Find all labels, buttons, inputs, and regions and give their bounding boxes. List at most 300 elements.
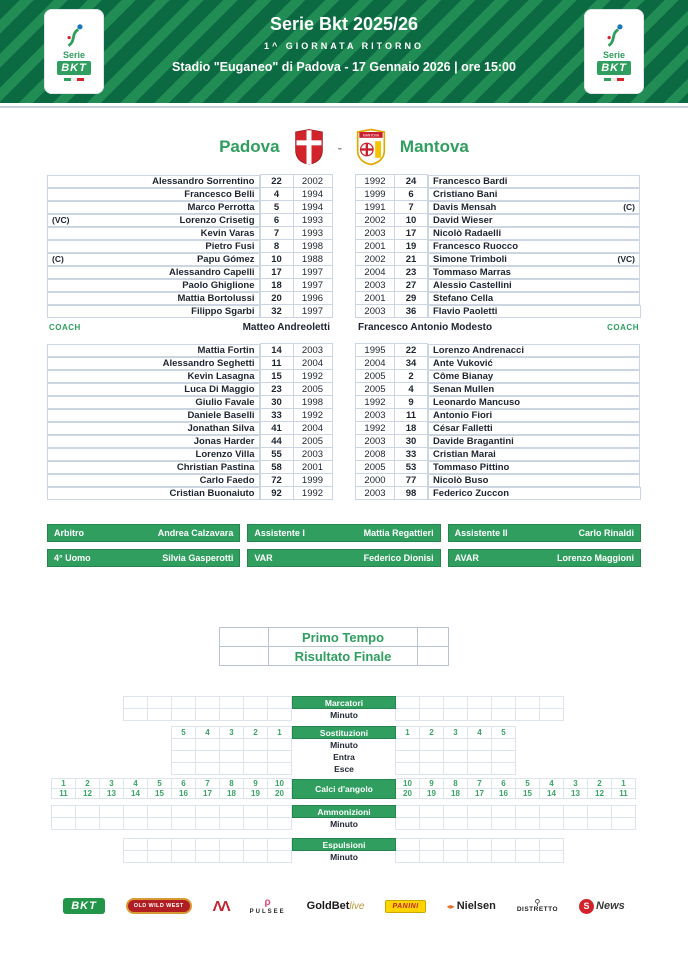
- corner-count-cell: 13: [563, 788, 588, 799]
- birth-year: 1992: [356, 396, 395, 409]
- nielsen-logo: ◂▸ Nielsen: [446, 900, 496, 912]
- corner-count-cell: 16: [491, 788, 516, 799]
- birth-year: 1999: [356, 188, 395, 201]
- empty-cell: [418, 647, 449, 666]
- player-name: Tommaso Pittino: [433, 461, 510, 473]
- subs-out-cells-away: [396, 762, 516, 775]
- competition-title: Serie Bkt 2025/26: [269, 14, 419, 34]
- shirt-number: 6: [395, 188, 428, 201]
- official-role: 4° Uomo: [54, 553, 91, 563]
- birth-year: 2005: [293, 435, 332, 448]
- birth-year: 2002: [293, 175, 332, 188]
- player-name: Nicolò Buso: [433, 474, 489, 486]
- birth-year: 1991: [356, 201, 395, 214]
- table-row: [356, 279, 641, 292]
- shirt-number: 17: [260, 266, 293, 279]
- shirt-number: 23: [395, 266, 428, 279]
- corner-count-cell: 3: [563, 778, 588, 789]
- player-name: Ante Vuković: [433, 357, 493, 369]
- birth-year: 1988: [293, 253, 332, 266]
- final-result-label: Risultato Finale: [269, 647, 418, 666]
- player-name: Marco Perrotta: [187, 201, 255, 213]
- svg-text:MANTOVA: MANTOVA: [362, 133, 379, 138]
- player-name: Federico Zuccon: [433, 487, 510, 499]
- corners-away-grid: [396, 779, 636, 799]
- birth-year: 2001: [356, 240, 395, 253]
- table-row: [47, 227, 332, 240]
- player-name: Nicolò Radaelli: [433, 227, 502, 239]
- captain-mark: (C): [52, 254, 64, 264]
- bookings-header: Ammonizioni: [292, 805, 396, 818]
- corner-count-cell: 2: [587, 778, 612, 789]
- starters-section: [0, 174, 688, 318]
- shirt-number: 41: [260, 422, 293, 435]
- player-name: Paolo Ghiglione: [182, 279, 255, 291]
- table-row: [47, 461, 332, 474]
- sub-index-cell: 2: [419, 726, 444, 739]
- player-name: Mattia Fortin: [197, 344, 255, 356]
- corner-count-cell: 20: [267, 788, 292, 799]
- corners-header: Calci d'angolo: [292, 779, 396, 799]
- shirt-number: 77: [395, 474, 428, 487]
- player-name: Lorenzo Andrenacci: [433, 344, 524, 356]
- table-row: [356, 240, 641, 253]
- minute-label: Minuto: [330, 818, 358, 829]
- player-name: Flavio Paoletti: [433, 305, 498, 317]
- logo-bkt-text: BKT: [57, 61, 91, 75]
- home-bench-table: [47, 343, 333, 500]
- corner-count-cell: 5: [147, 778, 172, 789]
- official-bar: [448, 549, 641, 567]
- official-role: Arbitro: [54, 528, 84, 538]
- birth-year: 1992: [293, 370, 332, 383]
- shirt-number: 30: [395, 435, 428, 448]
- shirt-number: 7: [260, 227, 293, 240]
- bench-section: [0, 343, 688, 500]
- s-news-logo: S News: [579, 899, 625, 914]
- player-name: Senan Mullen: [433, 383, 495, 395]
- player-name: Francesco Bardi: [433, 175, 508, 187]
- player-name: Mattia Bortolussi: [177, 292, 255, 304]
- official-name: Mattia Regattieri: [363, 528, 434, 538]
- table-row: [356, 344, 641, 357]
- table-row: [356, 409, 641, 422]
- corners-home-grid: [52, 779, 292, 799]
- sub-index-cell: 4: [195, 726, 220, 739]
- sending-offs-block: [0, 838, 688, 863]
- player-name: Tommaso Marras: [433, 266, 511, 278]
- player-name: Alessio Castellini: [433, 279, 512, 291]
- corner-count-cell: 11: [51, 788, 76, 799]
- pulsee-mark-icon: ρ: [264, 897, 271, 908]
- birth-year: 2003: [293, 344, 332, 357]
- home-coach: [47, 322, 332, 333]
- birth-year: 2000: [356, 474, 395, 487]
- corner-count-cell: 11: [611, 788, 636, 799]
- official-bar: [247, 549, 440, 567]
- scorers-block: [0, 696, 688, 721]
- corner-count-cell: 13: [99, 788, 124, 799]
- player-name: Alessandro Seghetti: [162, 357, 255, 369]
- shirt-number: 21: [395, 253, 428, 266]
- substitutions-header: Sostituzioni: [292, 726, 396, 739]
- scorers-minute-cells-home: [124, 708, 292, 721]
- table-row: [356, 461, 641, 474]
- player-in-label: Entra: [333, 751, 355, 762]
- match-officials: [0, 524, 688, 567]
- final-score-cell: [220, 647, 269, 666]
- birth-year: 2004: [293, 422, 332, 435]
- sub-index-cell: 3: [219, 726, 244, 739]
- player-name: Carlo Faedo: [199, 474, 255, 486]
- captain-mark: (C): [623, 202, 635, 212]
- table-row: [47, 409, 332, 422]
- player-out-label: Esce: [334, 763, 354, 774]
- corner-count-cell: 20: [395, 788, 420, 799]
- shirt-number: 10: [395, 214, 428, 227]
- player-name: Daniele Baselli: [187, 409, 255, 421]
- table-row: [47, 188, 332, 201]
- table-row: [47, 370, 332, 383]
- corner-count-cell: 14: [123, 788, 148, 799]
- player-name: Christian Pastina: [176, 461, 255, 473]
- birth-year: 2001: [356, 292, 395, 305]
- corner-count-cell: 9: [243, 778, 268, 789]
- table-row: [356, 227, 641, 240]
- official-name: Lorenzo Maggioni: [556, 553, 634, 563]
- official-name: Silvia Gasperotti: [162, 553, 234, 563]
- player-name: Jonas Harder: [193, 435, 255, 447]
- shirt-number: 20: [260, 292, 293, 305]
- panini-logo: PANINI: [385, 900, 425, 913]
- corner-count-cell: 19: [419, 788, 444, 799]
- sponsor-footer: [0, 897, 688, 915]
- birth-year: 2008: [356, 448, 395, 461]
- corner-count-cell: 5: [515, 778, 540, 789]
- teams-separator: -: [337, 139, 342, 155]
- table-row: [47, 474, 332, 487]
- birth-year: 2005: [356, 461, 395, 474]
- minute-label: Minuto: [330, 851, 358, 862]
- official-name: Andrea Calzavara: [157, 528, 234, 538]
- shirt-number: 33: [260, 409, 293, 422]
- player-name: Davide Bragantini: [433, 435, 514, 447]
- sub-index-cell: 4: [467, 726, 492, 739]
- s-news-circle-icon: S: [579, 899, 594, 914]
- player-name: Antonio Fiori: [433, 409, 493, 421]
- player-name: Davis Mensah: [433, 201, 497, 213]
- table-row: [356, 435, 641, 448]
- table-row: [47, 214, 332, 227]
- birth-year: 2005: [356, 370, 395, 383]
- home-starters-table: [47, 174, 333, 318]
- corner-count-cell: 17: [195, 788, 220, 799]
- corner-count-cell: 1: [51, 778, 76, 789]
- player-name: Simone Trimboli: [433, 253, 507, 265]
- sub-index-cell: 5: [171, 726, 196, 739]
- table-row: [47, 344, 332, 357]
- table-row: [356, 266, 641, 279]
- scorers-minute-cells-away: [396, 708, 564, 721]
- birth-year: 1995: [356, 344, 395, 357]
- player-name: Filippo Sgarbi: [191, 305, 255, 317]
- coach-label: COACH: [607, 323, 639, 332]
- birth-year: 2003: [356, 435, 395, 448]
- corner-count-cell: 18: [443, 788, 468, 799]
- italy-flag-icon: [604, 78, 624, 81]
- minute-label: Minuto: [330, 709, 358, 720]
- corner-count-cell: 10: [267, 778, 292, 789]
- player-name: Giulio Favale: [195, 396, 255, 408]
- birth-year: 2003: [356, 409, 395, 422]
- player-name: Stefano Cella: [433, 292, 494, 304]
- kappa-logo-icon: ΛΛ: [212, 897, 229, 915]
- shirt-number: 92: [260, 487, 293, 500]
- table-row: [356, 474, 641, 487]
- coaches-row: [0, 318, 688, 337]
- player-name: Alessandro Sorrentino: [152, 175, 255, 187]
- corner-count-cell: 12: [587, 788, 612, 799]
- birth-year: 1996: [293, 292, 332, 305]
- player-name: Cristiano Bani: [433, 188, 498, 200]
- corner-count-cell: 4: [123, 778, 148, 789]
- birth-year: 2003: [356, 487, 395, 500]
- teams-row: [0, 126, 688, 168]
- birth-year: 2005: [356, 383, 395, 396]
- corner-count-cell: 12: [75, 788, 100, 799]
- mantova-crest-icon: [356, 128, 386, 166]
- player-name: Kevin Varas: [200, 227, 255, 239]
- player-name: Papu Gómez: [196, 253, 255, 265]
- player-name: Alessandro Capelli: [168, 266, 255, 278]
- table-row: [356, 305, 641, 318]
- table-row: [356, 292, 641, 305]
- serie-bkt-player-icon: [601, 23, 627, 49]
- corner-count-cell: 16: [171, 788, 196, 799]
- shirt-number: 18: [260, 279, 293, 292]
- player-name: Kevin Lasagna: [187, 370, 255, 382]
- shirt-number: 7: [395, 201, 428, 214]
- player-name: Cristian Buonaiuto: [169, 487, 255, 499]
- corner-count-cell: 2: [75, 778, 100, 789]
- stats-section: [0, 696, 688, 863]
- birth-year: 1993: [293, 227, 332, 240]
- birth-year: 1994: [293, 201, 332, 214]
- shirt-number: 32: [260, 305, 293, 318]
- table-row: [47, 448, 332, 461]
- player-name: Leonardo Mancuso: [433, 396, 521, 408]
- shirt-number: 2: [395, 370, 428, 383]
- shirt-number: 6: [260, 214, 293, 227]
- birth-year: 2004: [356, 357, 395, 370]
- shirt-number: 11: [395, 409, 428, 422]
- pulsee-logo: ρ PULSEE: [249, 897, 286, 915]
- table-row: [220, 628, 449, 647]
- table-row: [47, 240, 332, 253]
- serie-bkt-logo-right: [584, 9, 644, 94]
- shirt-number: 10: [260, 253, 293, 266]
- birth-year: 2002: [356, 253, 395, 266]
- official-bar: [247, 524, 440, 542]
- shirt-number: 22: [395, 344, 428, 357]
- table-row: [47, 292, 332, 305]
- corner-count-cell: 4: [539, 778, 564, 789]
- away-starters-table: [355, 174, 641, 318]
- shirt-number: 14: [260, 344, 293, 357]
- birth-year: 2004: [356, 266, 395, 279]
- official-role: Assistente II: [454, 528, 508, 538]
- table-row: [356, 448, 641, 461]
- padova-crest-icon: [294, 128, 324, 166]
- away-team-name: Mantova: [399, 137, 469, 156]
- corner-count-cell: 6: [171, 778, 196, 789]
- official-name: Carlo Rinaldi: [578, 528, 634, 538]
- bkt-logo: BKT: [63, 898, 105, 914]
- captain-mark: (VC): [617, 254, 635, 264]
- table-row: [220, 647, 449, 666]
- birth-year: 1992: [293, 409, 332, 422]
- half-time-score-cell: [220, 628, 269, 647]
- scorers-header: Marcatori: [292, 696, 396, 709]
- player-name: David Wieser: [433, 214, 493, 226]
- player-name: Luca Di Maggio: [184, 383, 255, 395]
- table-row: [47, 253, 332, 266]
- half-time-label: Primo Tempo: [269, 628, 418, 647]
- corner-count-cell: 10: [395, 778, 420, 789]
- shirt-number: 17: [395, 227, 428, 240]
- corners-block: [0, 779, 688, 799]
- old-wild-west-logo: OLD WILD WEST: [126, 898, 192, 914]
- table-row: [356, 175, 641, 188]
- logo-serie-text: Serie: [602, 49, 626, 60]
- table-row: [356, 383, 641, 396]
- coach-label: COACH: [49, 323, 81, 332]
- birth-year: 2003: [356, 279, 395, 292]
- matchday-subtitle: 1^ GIORNATA RITORNO: [264, 41, 424, 51]
- shirt-number: 11: [260, 357, 293, 370]
- shirt-number: 36: [395, 305, 428, 318]
- sendoff-minute-cells-away: [396, 850, 564, 863]
- logo-serie-text: Serie: [62, 49, 86, 60]
- distretto-mark-icon: ⚲: [534, 898, 541, 907]
- corner-count-cell: 15: [147, 788, 172, 799]
- player-name: Pietro Fusi: [205, 240, 255, 252]
- shirt-number: 15: [260, 370, 293, 383]
- away-bench-table: [355, 343, 641, 500]
- birth-year: 1999: [293, 474, 332, 487]
- shirt-number: 72: [260, 474, 293, 487]
- table-row: [356, 422, 641, 435]
- table-row: [47, 357, 332, 370]
- birth-year: 1998: [293, 240, 332, 253]
- shirt-number: 53: [395, 461, 428, 474]
- table-row: [356, 487, 641, 500]
- shirt-number: 22: [260, 175, 293, 188]
- table-row: [356, 201, 641, 214]
- shirt-number: 55: [260, 448, 293, 461]
- shirt-number: 4: [395, 383, 428, 396]
- bookings-block: [0, 805, 688, 830]
- home-coach-name: Matteo Andreoletti: [242, 322, 330, 333]
- player-name: Lorenzo Crisetig: [179, 214, 255, 226]
- logo-bkt-text: BKT: [597, 61, 631, 75]
- header-banner: [0, 0, 688, 103]
- shirt-number: 4: [260, 188, 293, 201]
- corner-count-cell: 17: [467, 788, 492, 799]
- home-team-name: Padova: [219, 137, 280, 156]
- corner-count-cell: 14: [539, 788, 564, 799]
- sub-index-cell: 5: [491, 726, 516, 739]
- table-row: [356, 370, 641, 383]
- birth-year: 1997: [293, 305, 332, 318]
- distretto-logo: ⚲ DISTRETTO: [516, 898, 559, 913]
- table-row: [47, 396, 332, 409]
- birth-year: 1997: [293, 266, 332, 279]
- shirt-number: 27: [395, 279, 428, 292]
- sending-offs-header: Espulsioni: [292, 838, 396, 851]
- birth-year: 1992: [356, 422, 395, 435]
- corner-count-cell: 9: [419, 778, 444, 789]
- goldbet-live-logo: GoldBet live: [306, 900, 365, 912]
- shirt-number: 98: [395, 487, 428, 500]
- away-coach: [356, 322, 641, 333]
- shirt-number: 19: [395, 240, 428, 253]
- bookings-minute-cells-home: [52, 817, 292, 830]
- sub-index-cell: 2: [243, 726, 268, 739]
- substitutions-block: [0, 726, 688, 775]
- official-bar: [448, 524, 641, 542]
- birth-year: 1992: [293, 487, 332, 500]
- birth-year: 2004: [293, 357, 332, 370]
- birth-year: 2003: [293, 448, 332, 461]
- shirt-number: 30: [260, 396, 293, 409]
- shirt-number: 18: [395, 422, 428, 435]
- birth-year: 1998: [293, 396, 332, 409]
- away-coach-name: Francesco Antonio Modesto: [358, 322, 493, 333]
- player-name: César Falletti: [433, 422, 493, 434]
- table-row: [356, 188, 641, 201]
- shirt-number: 34: [395, 357, 428, 370]
- official-role: Assistente I: [254, 528, 305, 538]
- birth-year: 2003: [356, 305, 395, 318]
- shirt-number: 44: [260, 435, 293, 448]
- player-name: Lorenzo Villa: [195, 448, 255, 460]
- corner-count-cell: 8: [443, 778, 468, 789]
- corner-count-cell: 8: [219, 778, 244, 789]
- shirt-number: 29: [395, 292, 428, 305]
- italy-flag-icon: [64, 78, 84, 81]
- corner-count-cell: 18: [219, 788, 244, 799]
- sendoff-minute-cells-home: [124, 850, 292, 863]
- official-role: VAR: [254, 553, 273, 563]
- corner-count-cell: 7: [195, 778, 220, 789]
- table-row: [47, 435, 332, 448]
- player-name: Côme Bianay: [433, 370, 494, 382]
- birth-year: 1994: [293, 188, 332, 201]
- empty-cell: [418, 628, 449, 647]
- official-name: Federico Dionisi: [363, 553, 434, 563]
- table-row: [47, 305, 332, 318]
- birth-year: 1993: [293, 214, 332, 227]
- sub-index-cell: 1: [267, 726, 292, 739]
- birth-year: 1992: [356, 175, 395, 188]
- birth-year: 2002: [356, 214, 395, 227]
- table-row: [356, 357, 641, 370]
- official-bar: [47, 549, 240, 567]
- table-row: [47, 201, 332, 214]
- shirt-number: 8: [260, 240, 293, 253]
- table-row: [356, 396, 641, 409]
